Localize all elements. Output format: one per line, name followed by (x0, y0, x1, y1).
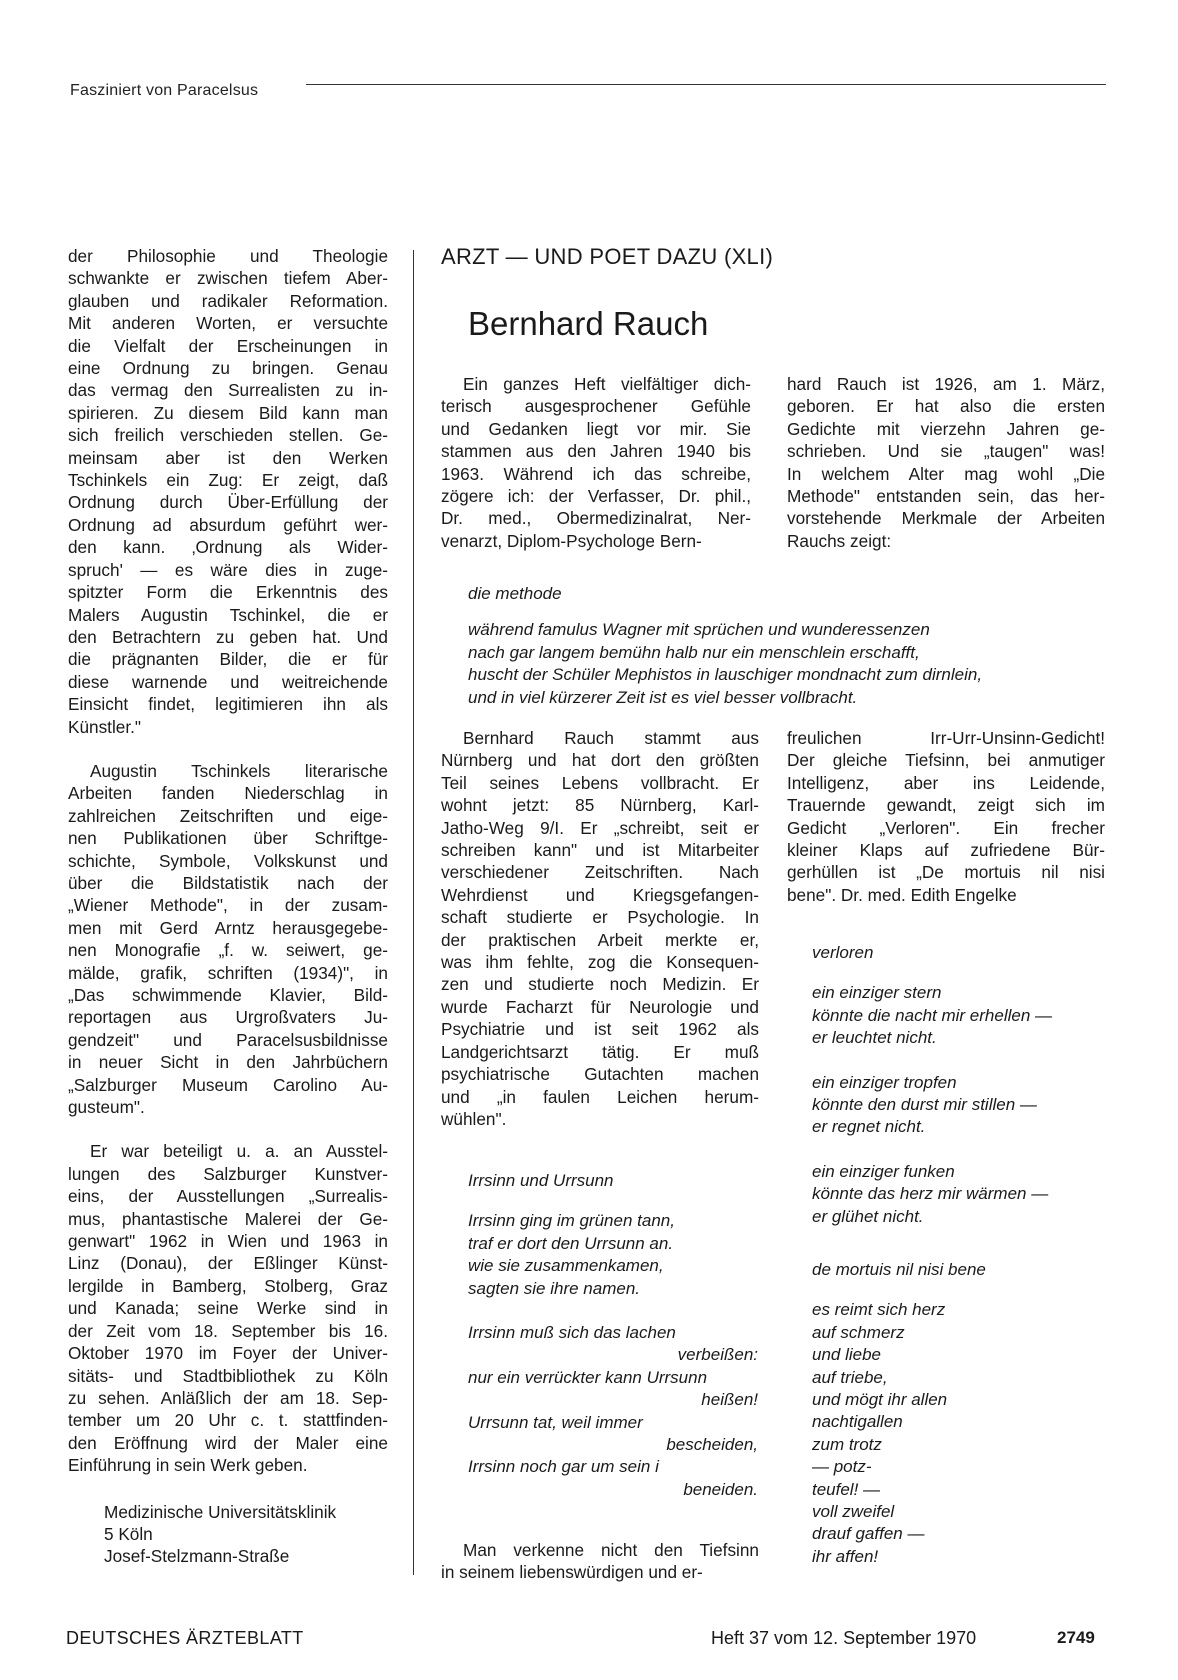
left-para-1 (68, 245, 388, 738)
text-line: wohnt jetzt: 85 Nürnberg, Karl- (441, 795, 759, 816)
header-rule (306, 84, 1106, 85)
poem-title: Irrsinn und Urrsunn (468, 1171, 614, 1190)
text-line: geboren. Er hat also die ersten (787, 396, 1105, 417)
text-line: „Das schwimmende Klavier, Bild- (68, 985, 388, 1005)
text-line: zahlreichen Zeitschriften und eige- (68, 805, 388, 826)
poem-line: Irrsinn noch gar um sein i (468, 1457, 659, 1477)
text-line: Teil seines Lebens vollbracht. Er (441, 772, 759, 793)
poem-title: de mortuis nil nisi bene (812, 1260, 986, 1279)
text-line: Der gleiche Tiefsinn, bei anmutiger (787, 750, 1105, 771)
text-line: sich freilich verschieden stellen. Ge- (68, 425, 388, 446)
text-line: der Zeit vom 18. September bis 16. (68, 1320, 388, 1341)
text-line: lergilde in Bamberg, Stolberg, Graz (68, 1275, 388, 1296)
address-block (68, 1501, 388, 1568)
poem-line: es reimt sich herz (812, 1300, 946, 1320)
bio-left (441, 727, 759, 1130)
text-line: Gedichte mit vierzehn Jahren ge- (787, 418, 1105, 439)
text-line: reportagen aus Urgroßvaters Ju- (68, 1007, 388, 1028)
text-line: Ordnung ad absurdum geführt wer- (68, 514, 388, 535)
text-line: schaft studierte er Psychologie. In (441, 907, 759, 928)
text-line: Ordnung durch Über-Erfüllung der (68, 492, 388, 513)
text-line: der praktischen Arbeit merkte er, (441, 929, 759, 950)
text-line: schreiben kann" und ist Mitarbeiter (441, 840, 759, 861)
intro-left (441, 373, 751, 552)
poem-line: voll zweifel (812, 1502, 895, 1522)
text-line: und Kanada; seine Werke sind in (68, 1298, 388, 1319)
text-line: terisch ausgesprochener Gefühle (441, 396, 751, 417)
poem-line: Urrsunn tat, weil immer (468, 1412, 643, 1432)
poem-line: und in viel kürzerer Zeit ist es viel besser vollbracht. (468, 687, 858, 707)
text-line: Arbeiten fanden Niederschlag in (68, 783, 388, 804)
text-line: wurde Facharzt für Neurologie und (441, 996, 759, 1017)
text-line: in neuer Sicht in den Jahrbüchern (68, 1052, 388, 1073)
text-line: gusteum". (68, 1097, 145, 1118)
text-line: Man verkenne nicht den Tiefsinn (463, 1540, 759, 1560)
page-number: 2749 (1057, 1628, 1095, 1647)
series-title: ARZT — UND POET DAZU (XLI) (441, 244, 774, 269)
text-line: das vermag den Surrealisten zu in- (68, 380, 388, 401)
poem-line: zum trotz (812, 1434, 882, 1454)
text-line: spruch' — es wäre dies in zuge- (68, 559, 388, 580)
poem-irrsinn (468, 1170, 758, 1501)
poem-line: ein einziger funken (812, 1161, 955, 1181)
poem-de-mortuis (812, 1259, 986, 1568)
text-line: Er war beteiligt u. a. an Ausstel- (90, 1141, 388, 1162)
text-line: schwankte er zwischen tiefem Aber- (68, 268, 388, 289)
text-line: der Philosophie und Theologie (68, 246, 388, 266)
text-line: mälde, grafik, schriften (1934)", in (68, 962, 388, 983)
text-line: schrieben. Und sie „taugen" was! (787, 441, 1105, 462)
text-line: Intelligenz, aber ins Leidende, (787, 772, 1105, 793)
text-line: die prägnanten Bilder, die er für (68, 649, 388, 670)
running-header: Fasziniert von Paracelsus (70, 82, 259, 99)
poem-line: während famulus Wagner mit sprüchen und wunderessenzen (468, 620, 930, 640)
poem-line: nur ein verrückter kann Urrsunn (468, 1367, 708, 1387)
text-line: Tschinkels ein Zug: Er zeigt, daß (68, 470, 388, 491)
poem-line: nachtigallen (812, 1412, 903, 1432)
author-name-heading: Bernhard Rauch (468, 305, 709, 342)
column-divider (413, 250, 414, 1575)
text-line: spitzter Form die Erkenntnis des (68, 582, 388, 603)
text-line: Nürnberg und hat dort den größten (441, 750, 759, 771)
text-line: tember um 20 Uhr c. t. stattfinden- (68, 1410, 388, 1431)
text-line: den Betrachtern zu geben hat. Und (68, 626, 388, 647)
poem-line: könnte die nacht mir erhellen — (812, 1005, 1053, 1025)
poem-line: könnte das herz mir wärmen — (812, 1184, 1049, 1204)
text-line: nen Publikationen über Schriftge- (68, 828, 388, 849)
text-line: lungen des Salzburger Kunstver- (68, 1163, 388, 1184)
text-line: „Salzburger Museum Carolino Au- (68, 1074, 388, 1095)
poem-line: huscht der Schüler Mephistos in lauschiger mondnacht zum dirnlein, (468, 665, 983, 685)
text-line: freulichen Irr-Urr-Unsinn-Gedicht! (787, 728, 1105, 748)
left-column (68, 245, 388, 1568)
text-line: vorstehende Merkmale der Arbeiten (787, 508, 1105, 529)
poem-line: nach gar langem bemühn halb nur ein menschlein erschafft, (468, 642, 920, 662)
journal-name: DEUTSCHES ÄRZTEBLATT (66, 1628, 304, 1648)
text-line: Einführung in sein Werk geben. (68, 1455, 308, 1476)
text-line: Mit anderen Worten, er versuchte (68, 313, 388, 334)
text-line: Einsicht findet, legitimieren ihn als (68, 694, 388, 715)
poem-line: heißen! (701, 1390, 758, 1410)
text-line: genwart" 1962 in Wien und 1963 in (68, 1231, 388, 1252)
poem-line: drauf gaffen — (812, 1524, 925, 1544)
text-line: Oktober 1970 im Foyer der Univer- (68, 1343, 388, 1364)
text-line: Wehrdienst und Kriegsgefangen- (441, 884, 759, 905)
text-line: „Wiener Methode", in der zusam- (68, 895, 388, 916)
text-line: nen Monografie „f. w. seiwert, ge- (68, 940, 388, 961)
text-line: diese warnende und weitreichende (68, 671, 388, 692)
poem-line: sagten sie ihre namen. (468, 1278, 640, 1298)
poem-line: und mögt ihr allen (812, 1390, 948, 1410)
address-line: 5 Köln (104, 1523, 153, 1544)
text-line: venarzt, Diplom-Psychologe Bern- (441, 530, 702, 551)
text-line: kleiner Klaps auf zufriedene Bür- (787, 840, 1105, 861)
text-line: Linz (Donau), der Eßlinger Künst- (68, 1253, 388, 1274)
issue-info: Heft 37 vom 12. September 1970 (711, 1628, 977, 1648)
text-line: und Gedanken liegt vor mir. Sie (441, 418, 751, 439)
text-line: Trauernde gewandt, zeigt sich im (787, 795, 1105, 816)
poem-title: die methode (468, 584, 562, 603)
text-line: sitäts- und Stadtbibliothek zu Köln (68, 1365, 388, 1386)
text-line: die Vielfalt der Erscheinungen in (68, 335, 388, 356)
poem-line: er regnet nicht. (812, 1117, 926, 1137)
text-line: bene". Dr. med. Edith Engelke (787, 884, 1017, 905)
text-line: Landgerichtsarzt tätig. Er muß (441, 1041, 759, 1062)
text-line: mus, phantastische Malerei der Ge- (68, 1208, 388, 1229)
poem-line: er glühet nicht. (812, 1206, 924, 1226)
poem-line: Irrsinn ging im grünen tann, (468, 1211, 675, 1231)
poem-line: traf er dort den Urrsunn an. (468, 1233, 674, 1253)
text-line: Dr. med., Obermedizinalrat, Ner- (441, 508, 751, 529)
text-line: zen und studierte noch Medizin. Er (441, 974, 759, 995)
text-line: Rauchs zeigt: (787, 530, 892, 551)
poem-line: und liebe (812, 1345, 882, 1365)
poem-line: verbeißen: (677, 1345, 758, 1365)
text-line: Ein ganzes Heft vielfältiger dich- (463, 374, 751, 394)
poem-title: verloren (812, 943, 874, 962)
poem-line: ein einziger stern (812, 983, 942, 1003)
text-line: gerhüllen ist „De mortuis nil nisi (787, 862, 1105, 883)
text-line: verschiedener Zeitschriften. Nach (441, 862, 759, 883)
text-line: glauben und radikaler Reformation. (68, 290, 388, 311)
poem-line: ihr affen! (812, 1546, 879, 1566)
text-line: 1963. Während ich das schreibe, (441, 463, 751, 484)
poem-line: — potz- (812, 1457, 872, 1477)
text-line: wühlen". (441, 1108, 507, 1129)
poem-methode (468, 583, 982, 709)
text-line: über die Bildstatistik nach der (68, 872, 388, 893)
text-line: spirieren. Zu diesem Bild kann man (68, 402, 388, 423)
poem-line: teufel! — (812, 1479, 881, 1499)
text-line: eine Ordnung zu bringen. Genau (68, 358, 388, 379)
text-line: den Eröffnung wird der Maler eine (68, 1432, 388, 1453)
text-line: Gedicht „Verloren". Ein frecher (787, 817, 1105, 838)
poem-line: er leuchtet nicht. (812, 1028, 937, 1048)
poem-verloren (812, 942, 1052, 1228)
closing-left (441, 1539, 759, 1584)
text-line: den kann. ‚Ordnung als Wider- (68, 537, 388, 558)
poem-line: beneiden. (683, 1479, 758, 1499)
text-line: Psychiatrie und ist seit 1962 als (441, 1019, 759, 1040)
text-line: hard Rauch ist 1926, am 1. März, (787, 374, 1105, 394)
text-line: zögere ich: der Verfasser, Dr. phil., (441, 486, 751, 507)
bio-right (787, 727, 1105, 906)
text-line: Augustin Tschinkels literarische (90, 760, 388, 781)
poem-line: auf triebe, (812, 1367, 888, 1387)
text-line: psychiatrische Gutachten machen (441, 1064, 759, 1085)
poem-line: ein einziger tropfen (812, 1072, 957, 1092)
text-line: In welchem Alter mag wohl „Die (787, 463, 1105, 484)
address-line: Josef-Stelzmann-Straße (104, 1546, 290, 1567)
text-line: in seinem liebenswürdigen und er- (441, 1562, 703, 1583)
poem-line: könnte den durst mir stillen — (812, 1095, 1037, 1115)
text-line: meinsam aber ist den Werken (68, 447, 388, 468)
poem-line: Irrsinn muß sich das lachen (468, 1323, 676, 1343)
text-line: schichte, Symbole, Volkskunst und (68, 850, 388, 871)
text-line: Malers Augustin Tschinkel, die er (68, 604, 388, 625)
text-line: Bernhard Rauch stammt aus (463, 728, 759, 748)
poem-line: bescheiden, (666, 1435, 758, 1455)
text-line: Methode" entstanden sein, das her- (787, 486, 1105, 507)
text-line: eins, der Ausstellungen „Surrealis- (68, 1186, 388, 1207)
text-line: was ihm fehlte, zog die Konsequen- (441, 952, 759, 973)
left-para-3 (68, 1140, 388, 1476)
poem-line: auf schmerz (812, 1322, 905, 1342)
text-line: Künstler." (68, 716, 141, 737)
text-line: zu sehen. Anläßlich der am 18. Sep- (68, 1387, 388, 1408)
intro-right (787, 373, 1105, 552)
left-para-2 (68, 760, 388, 1119)
text-line: Jatho-Weg 9/I. Er „schreibt, seit er (441, 817, 759, 838)
text-line: gendzeit" und Paracelsusbildnisse (68, 1029, 388, 1050)
poem-line: wie sie zusammenkamen, (468, 1256, 664, 1276)
text-line: und „in faulen Leichen herum- (441, 1086, 759, 1107)
text-line: stammen aus den Jahren 1940 bis (441, 441, 751, 462)
address-line: Medizinische Universitätsklinik (104, 1501, 337, 1522)
text-line: men mit Gerd Arntz herausgegebe- (68, 917, 388, 938)
